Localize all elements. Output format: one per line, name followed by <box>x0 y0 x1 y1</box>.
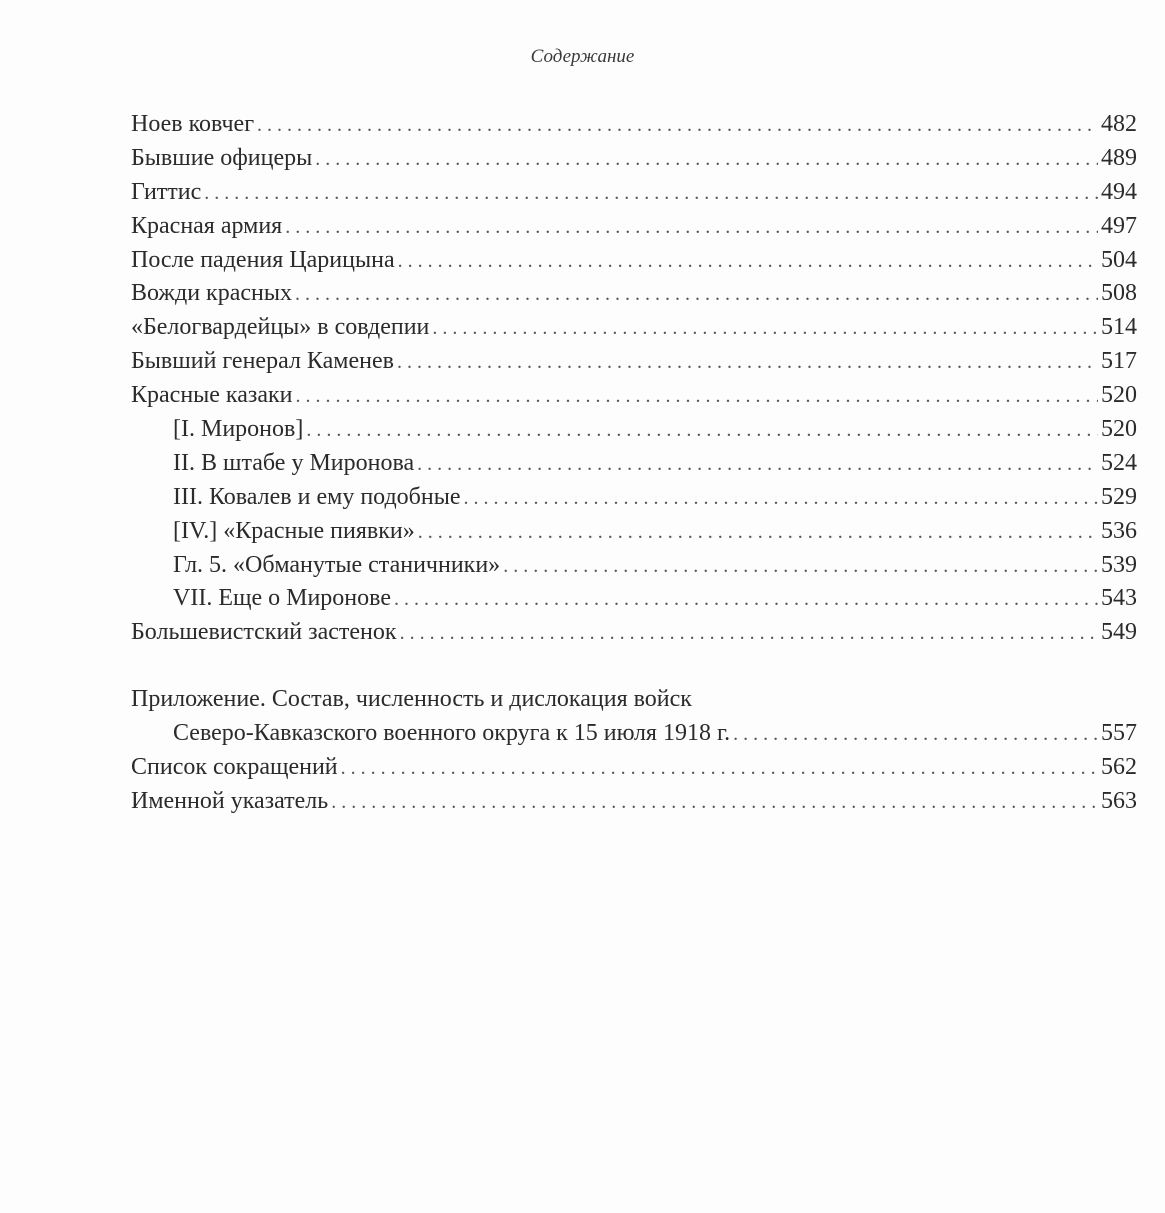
toc-entry-page: 562 <box>1101 754 1137 781</box>
toc-entry <box>131 176 1137 210</box>
toc-leader-dots <box>417 448 1098 482</box>
toc-leader-dots <box>257 109 1098 143</box>
toc-leader-dots <box>295 278 1098 312</box>
toc-entry <box>131 751 1137 785</box>
toc-leader-dots <box>398 245 1098 279</box>
toc-leader-dots <box>341 752 1098 786</box>
toc-entry-title: Бывший генерал Каменев <box>131 348 394 375</box>
toc-entry-title: Красная армия <box>131 212 283 239</box>
toc-entry-title: [I. Миронов] <box>173 416 304 443</box>
toc-leader-dots <box>733 718 1098 752</box>
toc-entry <box>131 785 1137 819</box>
toc-leader-dots <box>296 380 1098 414</box>
toc-entry-page: 524 <box>1101 449 1137 476</box>
toc-entry-title: Гл. 5. «Обманутые станичники» <box>173 551 501 578</box>
toc-entry-title: VII. Еще о Миронове <box>173 585 391 612</box>
toc-entry-page: 529 <box>1101 483 1137 510</box>
running-head: Содержание <box>530 46 635 67</box>
toc-leader-dots <box>418 516 1098 550</box>
toc-entry <box>131 210 1137 244</box>
toc-entry <box>131 311 1137 345</box>
toc-appendix-entry <box>131 717 1137 751</box>
toc-subentry <box>131 549 1137 583</box>
toc-entry-title: Красные казаки <box>131 382 293 409</box>
toc-entry-page: 536 <box>1101 517 1137 544</box>
toc-entry-page: 557 <box>1101 720 1137 747</box>
toc-subentry <box>131 582 1137 616</box>
toc-leader-dots <box>306 414 1098 448</box>
section-gap <box>131 650 1137 683</box>
toc-leader-dots <box>400 617 1098 651</box>
toc-leader-dots <box>397 346 1098 380</box>
toc-entry <box>131 108 1137 142</box>
toc-entry <box>131 142 1137 176</box>
toc-entry-title: После падения Царицына <box>131 246 395 273</box>
toc-leader-dots <box>204 177 1098 211</box>
toc-entry-title: Большевистский застенок <box>131 619 397 646</box>
toc-leader-dots <box>432 312 1098 346</box>
toc-entry-page: 514 <box>1101 314 1137 341</box>
toc-entry-title: Вожди красных <box>131 280 292 307</box>
toc-entry-title: «Белогвардейцы» в совдепии <box>131 314 430 341</box>
toc-entry-title: II. В штабе у Миронова <box>173 449 415 476</box>
toc-entry-page: 563 <box>1101 787 1137 814</box>
toc-entry-page: 508 <box>1101 280 1137 307</box>
toc-entry-title: Ноев ковчег <box>131 111 255 137</box>
toc-entry-page: 482 <box>1101 111 1137 137</box>
toc-entry <box>131 345 1137 379</box>
toc-entry-title: Гиттис <box>131 178 202 205</box>
toc-entry <box>131 244 1137 278</box>
toc-entry-page: 517 <box>1101 348 1137 375</box>
toc-entry-title: Именной указатель <box>131 787 329 814</box>
toc-entry-page: 543 <box>1101 585 1137 612</box>
toc-leader-dots <box>394 583 1098 617</box>
table-of-contents <box>131 108 1137 819</box>
toc-subentry <box>131 515 1137 549</box>
toc-subentry <box>131 413 1137 447</box>
toc-leader-dots <box>331 786 1098 820</box>
toc-entry <box>131 616 1137 650</box>
toc-leader-dots <box>285 211 1098 245</box>
toc-entry-page: 489 <box>1101 144 1137 171</box>
toc-entry <box>131 277 1137 311</box>
toc-entry <box>131 379 1137 413</box>
toc-entry-title: Бывшие офицеры <box>131 144 313 171</box>
toc-entry-page: 539 <box>1101 551 1137 578</box>
toc-entry-page: 520 <box>1101 382 1137 409</box>
toc-entry-title: III. Ковалев и ему подобные <box>173 483 461 510</box>
toc-leader-dots <box>503 550 1098 584</box>
toc-leader-dots <box>464 482 1098 516</box>
toc-entry-page: 549 <box>1101 619 1137 646</box>
toc-entry-page: 504 <box>1101 246 1137 273</box>
toc-entry-title: Северо-Кавказского военного округа к 15 июля 1918 г. <box>173 720 731 747</box>
toc-subentry <box>131 447 1137 481</box>
toc-entry-page: 520 <box>1101 416 1137 443</box>
toc-subentry <box>131 481 1137 515</box>
toc-entry-title: [IV.] «Красные пиявки» <box>173 517 415 544</box>
toc-entry-page: 497 <box>1101 212 1137 239</box>
toc-entry-title: Список сокращений <box>131 754 338 781</box>
toc-entry-page: 494 <box>1101 178 1137 205</box>
toc-leader-dots <box>315 143 1098 177</box>
toc-appendix-line1: Приложение. Состав, численность и дислокация войск <box>131 686 692 713</box>
